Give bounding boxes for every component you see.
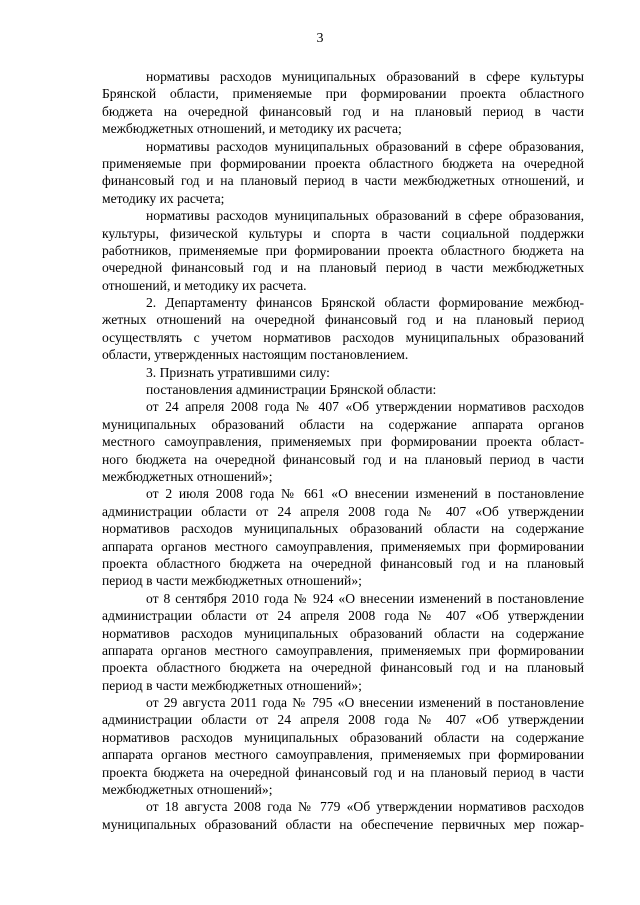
text-line: местного самоуправления, применяемых при формировании проекта област- <box>102 434 584 450</box>
text-line: межбюджетных отношений»; <box>102 468 273 484</box>
document-body <box>102 68 584 833</box>
text-line: межбюджетных отношений»; <box>102 782 273 798</box>
text-line: бюджета на очередной финансовый год и на плановый период в части <box>102 103 584 119</box>
text-line: аппарата органов местного самоуправления, применяемых при формировании <box>102 538 584 554</box>
text-line: нормативов расходов муниципальных образований области на содержание <box>102 625 584 641</box>
page-number: 3 <box>316 31 324 46</box>
text-line: администрации области от 24 апреля 2008 года № 407 «Об утверждении <box>102 712 584 728</box>
text-line: культуры, физической культуры и спорта в части социальной поддержки <box>102 225 584 241</box>
text-line: нормативы расходов муниципальных образований в сфере образования, <box>146 138 584 154</box>
text-line: финансовый год и на плановый период в части межбюджетных отношений, и <box>102 173 584 189</box>
text-line: ного бюджета на очередной финансовый год и на плановый период в части <box>102 451 584 467</box>
text-line: от 18 августа 2008 года № 779 «Об утверждении нормативов расходов <box>146 799 584 815</box>
text-line: проекта областного бюджета на очередной финансовый год и на плановый <box>102 660 584 676</box>
text-line: очередной финансовый год и на плановый период в части межбюджетных <box>102 260 584 276</box>
text-line: применяемые при формировании проекта областного бюджета на очередной <box>102 155 584 171</box>
text-line: муниципальных образований области на обеспечение первичных мер пожар- <box>102 816 584 832</box>
text-line: осуществлять с учетом нормативов расходов муниципальных образований <box>102 329 584 345</box>
text-line: методику их расчета; <box>102 190 225 206</box>
text-line: работников, применяемые при формировании проекта областного бюджета на <box>102 242 584 258</box>
text-line: администрации области от 24 апреля 2008 года № 407 «Об утверждении <box>102 503 584 519</box>
text-line: от 8 сентября 2010 года № 924 «О внесении изменений в постановление <box>146 590 584 606</box>
text-line: от 2 июля 2008 года № 661 «О внесении изменений в постановление <box>146 486 584 502</box>
text-line: жетных отношений на очередной финансовый год и на плановый период <box>102 312 584 328</box>
text-line: проекта бюджета на очередной финансовый год и на плановый период в части <box>102 764 584 780</box>
text-line: межбюджетных отношений, и методику их расчета; <box>102 121 402 137</box>
text-line: нормативы расходов муниципальных образований в сфере образования, <box>146 208 584 224</box>
text-line: нормативов расходов муниципальных образований области на содержание <box>102 521 584 537</box>
text-line: проекта областного бюджета на очередной финансовый год и на плановый <box>102 555 584 571</box>
text-line: аппарата органов местного самоуправления, применяемых при формировании <box>102 642 584 658</box>
text-line: Брянской области, применяемые при формировании проекта областного <box>102 86 584 102</box>
text-line: нормативов расходов муниципальных образований области на содержание <box>102 729 584 745</box>
text-line: от 24 апреля 2008 года № 407 «Об утверждении нормативов расходов <box>146 399 584 415</box>
text-line: области, утвержденных настоящим постановлением. <box>102 347 409 363</box>
text-line: муниципальных образований области на содержание аппарата органов <box>102 416 584 432</box>
text-line: постановления администрации Брянской области: <box>146 382 437 398</box>
text-line: аппарата органов местного самоуправления, применяемых при формировании <box>102 747 584 763</box>
text-line: от 29 августа 2011 года № 795 «О внесении изменений в постановление <box>146 695 584 711</box>
text-line: отношений, и методику их расчета. <box>102 277 307 293</box>
text-line: 2. Департаменту финансов Брянской области формирование межбюд- <box>146 295 584 311</box>
text-line: администрации области от 24 апреля 2008 года № 407 «Об утверждении <box>102 608 584 624</box>
text-line: период в части межбюджетных отношений»; <box>102 573 362 589</box>
text-line: период в части межбюджетных отношений»; <box>102 677 362 693</box>
text-line: нормативы расходов муниципальных образований в сфере культуры <box>146 69 584 84</box>
text-line: 3. Признать утратившими силу: <box>146 364 330 380</box>
